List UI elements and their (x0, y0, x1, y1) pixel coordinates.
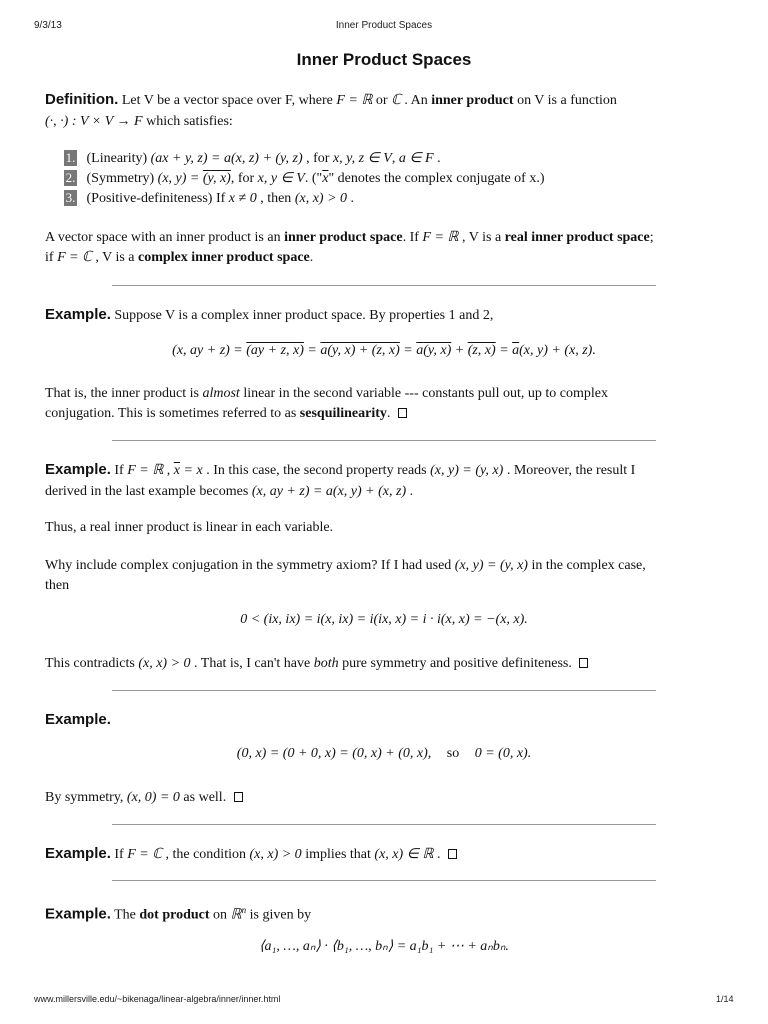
text: , then (260, 191, 292, 206)
text: pure symmetry and positive definiteness. (342, 656, 572, 671)
text: implies that (305, 847, 371, 862)
math: (x, x) > 0 (294, 191, 348, 206)
list-item (64, 170, 545, 188)
text: , (391, 151, 396, 166)
math: = (499, 343, 509, 358)
math: + (454, 343, 465, 358)
example-label: Example. (45, 905, 111, 923)
text: A vector space with an inner product is an (45, 230, 281, 245)
math: = (307, 343, 317, 358)
math: F = ℝ (422, 230, 459, 245)
math: $\overline{a}$ (512, 343, 520, 358)
example-5-line (45, 900, 725, 926)
text: . In this case, the second property reads (206, 463, 427, 478)
text: . (437, 151, 441, 166)
text: so (446, 746, 460, 761)
example-label: Example. (45, 306, 111, 323)
math: (x, ay + z) = a(x, y) + (x, z) (251, 484, 407, 499)
example-3-para-1 (45, 788, 725, 808)
example-label: Example. (45, 461, 111, 478)
text: , (166, 463, 171, 478)
print-header-title: Inner Product Spaces (335, 20, 433, 31)
qed-icon (448, 849, 457, 859)
emphasis: both (313, 656, 339, 671)
list-number: 3. (65, 190, 76, 205)
definition-after-1 (45, 228, 725, 248)
math: x, y ∈ V (257, 171, 305, 186)
text: in the complex case, (531, 558, 646, 573)
math: x ≠ 0 (228, 191, 257, 206)
math: = (403, 343, 413, 358)
text: if (45, 250, 54, 265)
math: ℝ (230, 907, 242, 923)
example-1-para-2 (45, 404, 725, 424)
math: (y, x) (202, 171, 231, 186)
text: By symmetry, (45, 790, 124, 805)
page-number: 1/14 (716, 994, 734, 1004)
qed-icon (579, 658, 588, 668)
text: If (114, 847, 124, 862)
list-number: 2. (65, 170, 76, 185)
math: (y, x) (423, 343, 452, 358)
text: on V is a function (517, 93, 617, 108)
page-title: Inner Product Spaces (296, 50, 472, 69)
math: x, y, z ∈ V (332, 151, 392, 166)
qed-icon (234, 792, 243, 802)
math: F = ℂ (127, 847, 162, 862)
text: Thus, a real inner product is linear in each variable. (45, 520, 334, 535)
example-1-para-1 (45, 384, 725, 404)
term-inner-product: inner product (431, 93, 514, 108)
text: then (45, 578, 70, 593)
definition-label: Definition. (45, 91, 119, 108)
text: Suppose V is a complex inner product space. By properties 1 and 2, (114, 308, 494, 323)
math: ⟨a₁, …, aₙ⟩ · ⟨b₁, …, bₙ⟩ = a₁b₁ + ⋯ + aₙbₙ. (259, 939, 509, 954)
text: . If (402, 230, 419, 245)
math: F = ℝ (127, 463, 164, 478)
display-equation (0, 343, 768, 359)
divider (112, 440, 656, 441)
text: . (436, 847, 441, 862)
math: $\overline{a}$ (416, 343, 424, 358)
math: (x, y) = (y, x) (430, 463, 504, 478)
definition-after-2 (45, 248, 725, 268)
text: , the condition (165, 847, 246, 862)
example-2-para-2b (45, 576, 725, 596)
math: $\overline{x}$ (173, 463, 181, 478)
divider (112, 880, 656, 881)
text: . (309, 250, 314, 265)
math: (0, x) = (0 + 0, x) = (0, x) + (0, x), (236, 746, 432, 761)
example-4-line (45, 844, 725, 865)
math: 0 < (ix, ix) = i(x, ix) = i(ix, x) = i · i(x, x) = −(x, x). (240, 612, 528, 627)
text: The (114, 907, 136, 923)
example-3-label (45, 710, 725, 731)
text: , for (306, 151, 330, 166)
text: . An (404, 93, 428, 108)
example-1-intro (45, 305, 725, 326)
text: is given by (249, 907, 312, 923)
text: . (386, 406, 391, 421)
text: derived in the last example becomes (45, 484, 249, 499)
math: (ay + z, x) (246, 343, 304, 358)
text: , V is a (462, 230, 502, 245)
definition-line-2 (45, 112, 725, 132)
example-2-line-1 (45, 460, 725, 481)
text: " denotes the complex conjugate of x.) (328, 171, 545, 186)
math: $\overline{x}$ (322, 171, 329, 186)
display-equation (0, 612, 768, 628)
definition-line-1 (45, 90, 725, 111)
example-label: Example. (45, 845, 111, 862)
page-url[interactable]: www.millersville.edu/~bikenaga/linear-algebra/inner/inner.html (34, 994, 281, 1004)
text: linear in the second variable --- constants pull out, up to complex (243, 386, 608, 401)
qed-icon (398, 408, 407, 418)
term: sesquilinearity (299, 406, 387, 421)
math: (x, x) > 0 (249, 847, 302, 862)
math: F = ℝ (336, 93, 373, 108)
print-date: 9/3/13 (34, 20, 62, 31)
math: a ∈ F (398, 151, 434, 166)
math: (ax + y, z) = a(x, z) + (y, z) (150, 151, 303, 166)
example-2-para-3 (45, 654, 725, 674)
math: (x, y) = (y, x) (454, 558, 528, 573)
display-equation (0, 746, 768, 762)
divider (112, 824, 656, 825)
display-equation (0, 938, 768, 955)
text: . (" (304, 171, 323, 186)
divider (112, 285, 656, 286)
text: , V is a (95, 250, 135, 265)
list-item (64, 190, 354, 208)
text: If (114, 463, 124, 478)
math: a(y, x) + (z, x) (320, 343, 400, 358)
text: Let V be a vector space over F, where (121, 93, 333, 108)
term: inner product space (284, 230, 403, 245)
text: Why include complex conjugation in the symmetry axiom? If I had used (45, 558, 452, 573)
math: 0 = (0, x). (474, 746, 532, 761)
text: , for (230, 171, 255, 186)
text: or (375, 93, 388, 108)
text: . (350, 191, 355, 206)
example-2-para-1 (45, 518, 725, 538)
term: real inner product space (504, 230, 650, 245)
math: (x, 0) = 0 (126, 790, 180, 805)
text: ; (649, 230, 654, 245)
math: F = ℂ (57, 250, 92, 265)
math: (x, ay + z) = (172, 343, 243, 358)
term: dot product (139, 907, 210, 923)
text: This contradicts (45, 656, 135, 671)
term: complex inner product space (138, 250, 310, 265)
emphasis: almost (202, 386, 240, 401)
example-2-para-2 (45, 556, 725, 576)
text: That is, the inner product is (45, 386, 199, 401)
list-item (64, 150, 441, 168)
text: conjugation. This is sometimes referred to as (45, 406, 297, 421)
list-number: 1. (65, 150, 76, 165)
text: (Symmetry) (86, 171, 155, 186)
math: (x, y) + (x, z). (519, 343, 596, 358)
text: as well. (183, 790, 227, 805)
text: . That is, I can't have (194, 656, 311, 671)
math: (x, x) > 0 (138, 656, 191, 671)
math: (·, ·) : V × V → F (45, 114, 143, 129)
example-label: Example. (45, 711, 111, 728)
text: . Moreover, the result I (506, 463, 636, 478)
math: (x, y) = (157, 171, 200, 186)
text: (Linearity) (86, 151, 148, 166)
text: (Positive-definiteness) If (86, 191, 226, 206)
math: (x, x) ∈ ℝ (374, 847, 434, 862)
example-2-line-2 (45, 482, 725, 502)
text: which satisfies: (146, 114, 233, 129)
divider (112, 690, 656, 691)
math-superscript: n (241, 905, 247, 915)
text: . (409, 484, 414, 499)
math: = x (183, 463, 203, 478)
text: on (213, 907, 228, 923)
math: (z, x) (467, 343, 496, 358)
math: ℂ (391, 93, 401, 108)
